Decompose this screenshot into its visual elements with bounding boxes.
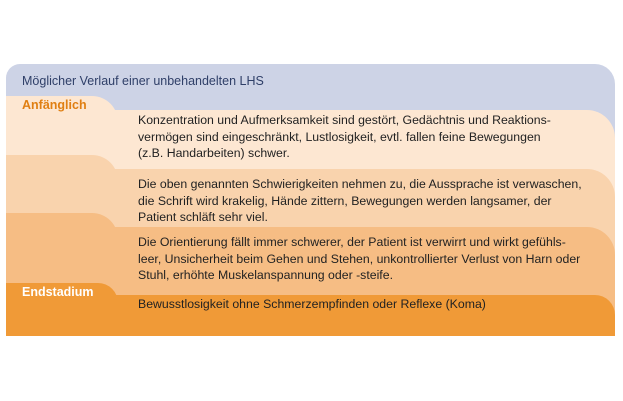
- stage-description: [138, 112, 604, 162]
- description-line: Bewusstlosigkeit ohne Schmerzempfinden oder Reflexe (Koma): [138, 297, 486, 311]
- stage-label-initial: Anfänglich: [22, 98, 87, 112]
- description-line: Stuhl, erhöhte Muskelanspannung oder -steife.: [138, 268, 393, 282]
- description-line: vermögen sind eingeschränkt, Lustlosigkeit, evtl. fallen feine Bewegungen: [138, 129, 541, 144]
- panel-title: Möglicher Verlauf einer unbehandelten LHS: [22, 74, 264, 88]
- description-line: (z.B. Handarbeiten) schwer.: [138, 146, 290, 160]
- stage-description: [138, 234, 604, 284]
- stage-description: [138, 296, 604, 313]
- description-line: Die Orientierung fällt immer schwerer, der Patient ist verwirrt und wirkt gefühls-: [138, 235, 566, 249]
- description-line: leer, Unsicherheit beim Gehen und Stehen, unkontrollierter Verlust von Harn oder: [138, 251, 581, 266]
- description-line: Die oben genannten Schwierigkeiten nehmen zu, die Aussprache ist verwaschen,: [138, 177, 582, 191]
- description-line: Patient schläft sehr viel.: [138, 210, 268, 224]
- stage-label-end: Endstadium: [22, 285, 94, 299]
- description-line: Konzentration und Aufmerksamkeit sind gestört, Gedächtnis und Reaktions-: [138, 113, 551, 127]
- progression-panel: [6, 64, 615, 336]
- stage-end: [6, 283, 615, 336]
- description-line: die Schrift wird krakelig, Hände zittern, Bewegungen werden langsamer, der: [138, 193, 552, 208]
- stage-description: [138, 176, 604, 226]
